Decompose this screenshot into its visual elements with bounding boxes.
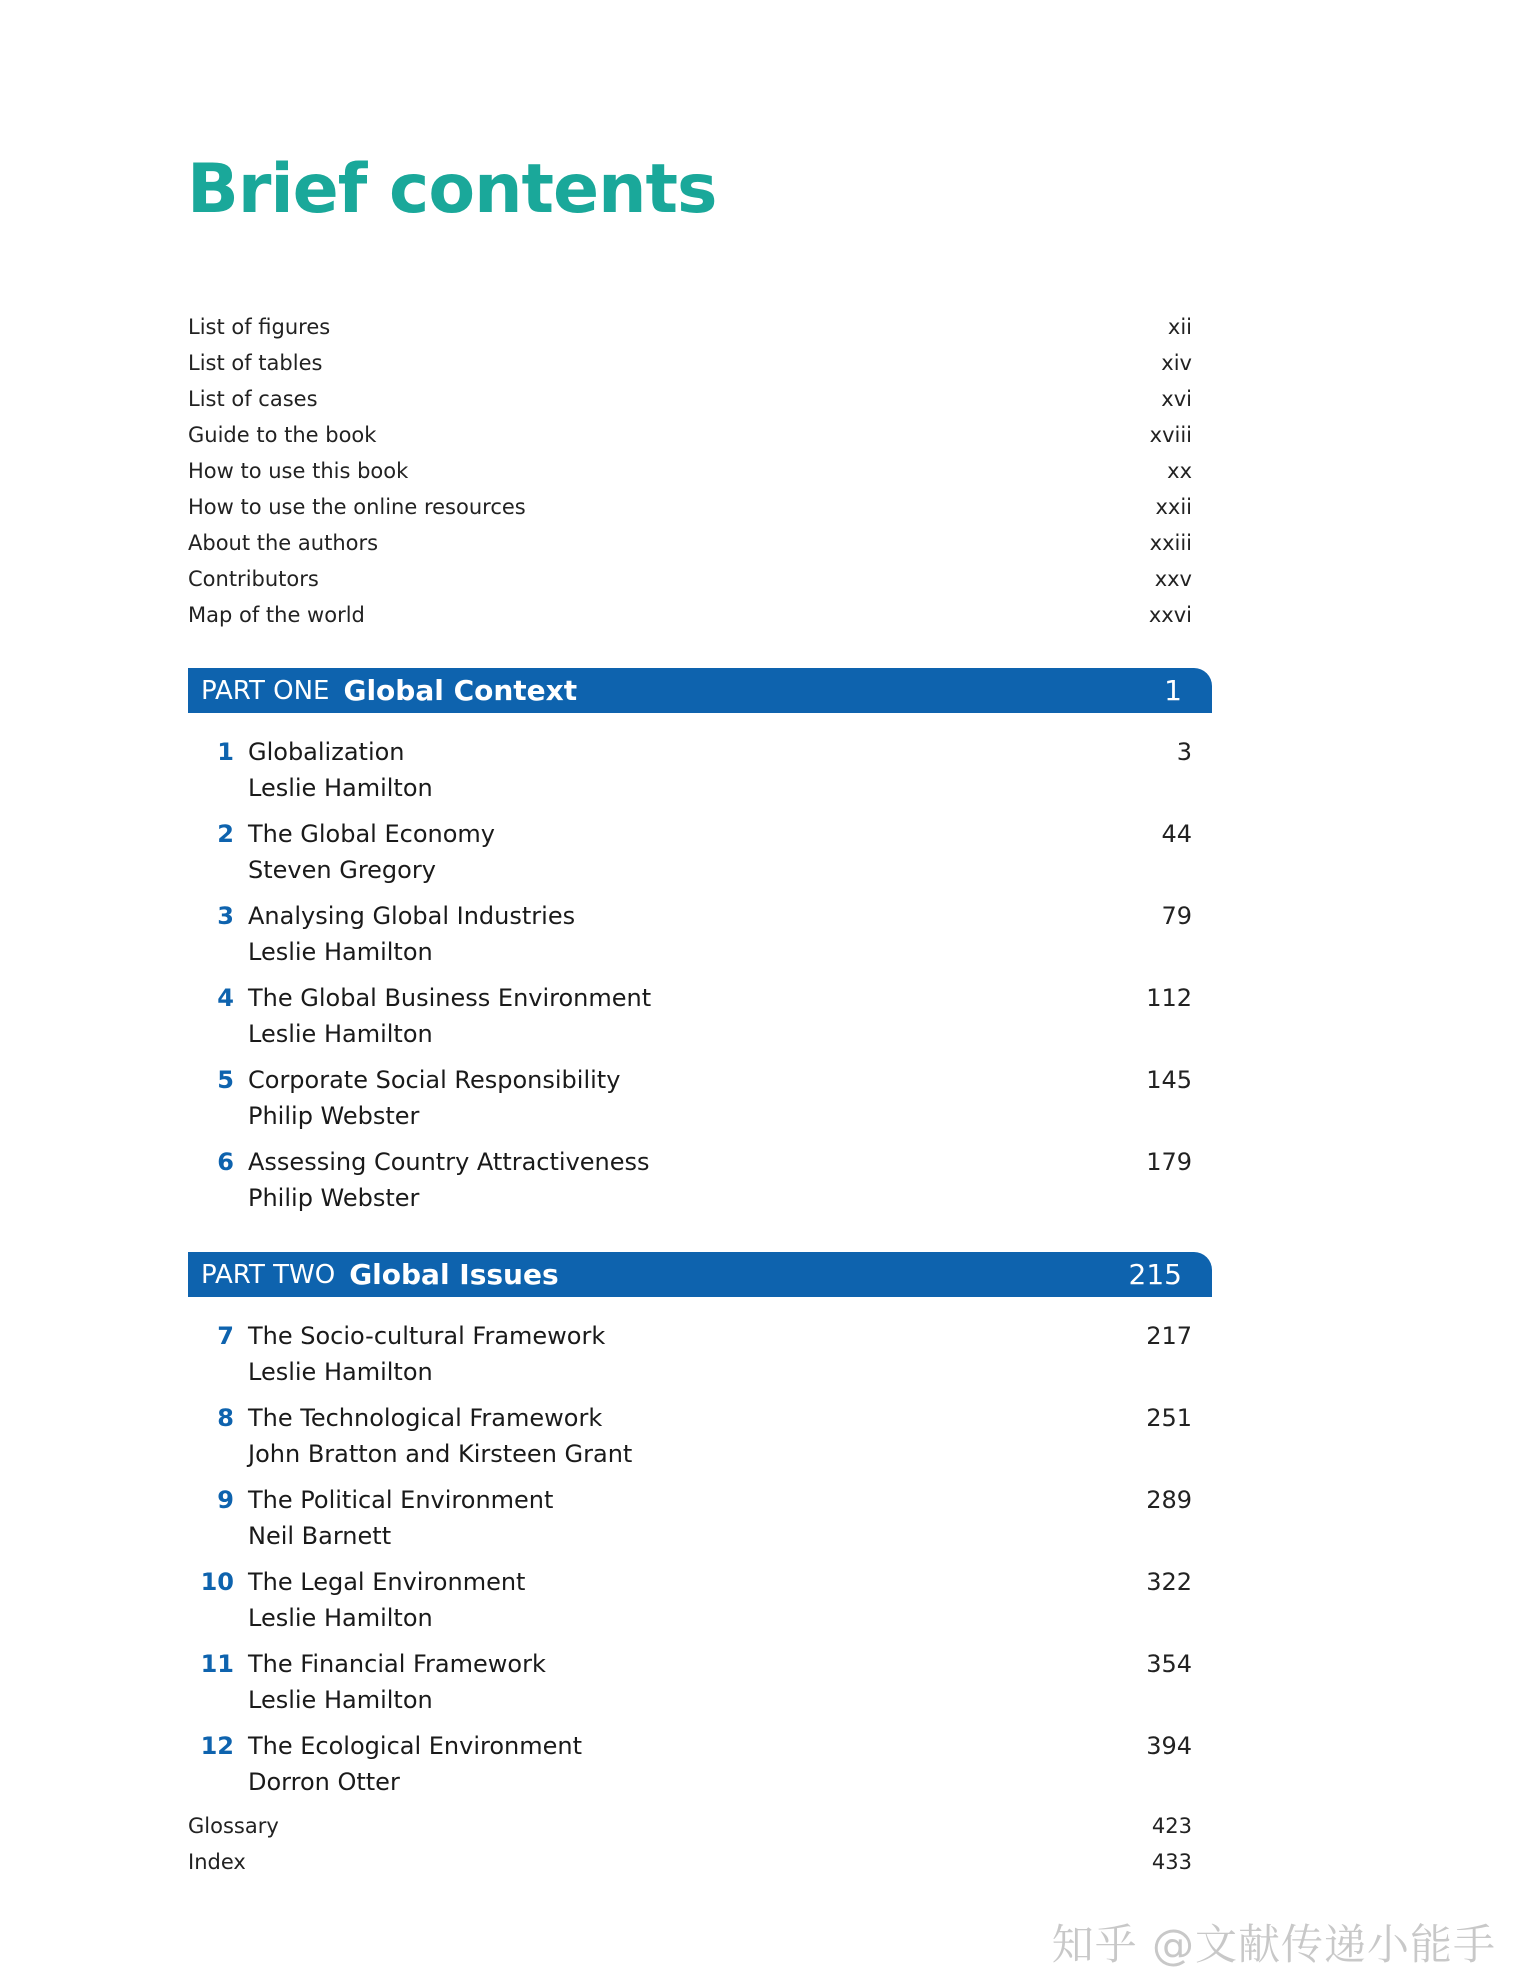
chapter-entry[interactable] bbox=[188, 898, 1192, 980]
list-item[interactable] bbox=[188, 525, 1192, 561]
chapter-author: Leslie Hamilton bbox=[248, 1686, 433, 1714]
chapter-author: Leslie Hamilton bbox=[248, 774, 433, 802]
list-item[interactable] bbox=[188, 381, 1192, 417]
entry-label: List of figures bbox=[188, 315, 331, 339]
chapter-author: Philip Webster bbox=[248, 1184, 420, 1212]
list-item[interactable] bbox=[188, 561, 1192, 597]
chapter-page: 354 bbox=[1146, 1650, 1192, 1678]
chapter-number: 7 bbox=[217, 1322, 234, 1350]
front-matter-list bbox=[188, 309, 1192, 633]
entry-label: List of tables bbox=[188, 351, 323, 375]
part-page: 1 bbox=[1164, 674, 1182, 707]
chapter-author: Steven Gregory bbox=[248, 856, 436, 884]
chapter-author: Leslie Hamilton bbox=[248, 1358, 433, 1386]
chapter-entry[interactable] bbox=[188, 980, 1192, 1062]
part-title: Global Context bbox=[343, 674, 578, 707]
chapter-title: The Global Economy bbox=[248, 820, 495, 848]
chapter-page: 322 bbox=[1146, 1568, 1192, 1596]
entry-label: Map of the world bbox=[188, 603, 365, 627]
list-item[interactable] bbox=[188, 417, 1192, 453]
chapter-number: 3 bbox=[217, 902, 234, 930]
chapter-number: 8 bbox=[217, 1404, 234, 1432]
back-matter-list bbox=[188, 1808, 1192, 1880]
watermark-text: 知乎 @文献传递小能手 bbox=[1051, 1920, 1496, 1969]
chapter-page: 394 bbox=[1146, 1732, 1192, 1760]
chapter-number: 11 bbox=[200, 1650, 234, 1678]
entry-page: 433 bbox=[1151, 1850, 1192, 1874]
chapter-author: Leslie Hamilton bbox=[248, 1604, 433, 1632]
part-one-chapters bbox=[188, 734, 1192, 1226]
chapter-entry[interactable] bbox=[188, 816, 1192, 898]
list-item[interactable] bbox=[188, 489, 1192, 525]
list-item[interactable] bbox=[188, 345, 1192, 381]
entry-page: xxii bbox=[1155, 495, 1192, 519]
chapter-entry[interactable] bbox=[188, 1062, 1192, 1144]
chapter-title: Analysing Global Industries bbox=[248, 902, 576, 930]
entry-page: 423 bbox=[1151, 1814, 1192, 1838]
chapter-title: The Global Business Environment bbox=[248, 984, 652, 1012]
chapter-page: 251 bbox=[1146, 1404, 1192, 1432]
chapter-number: 9 bbox=[217, 1486, 234, 1514]
chapter-page: 112 bbox=[1146, 984, 1192, 1012]
chapter-entry[interactable] bbox=[188, 1728, 1192, 1810]
chapter-author: Neil Barnett bbox=[248, 1522, 392, 1550]
chapter-number: 12 bbox=[200, 1732, 234, 1760]
page-title: Brief contents bbox=[187, 150, 717, 229]
entry-page: xxv bbox=[1154, 567, 1192, 591]
entry-label: How to use this book bbox=[188, 459, 409, 483]
chapter-entry[interactable] bbox=[188, 1482, 1192, 1564]
part-one-header[interactable] bbox=[188, 668, 1212, 713]
entry-page: xxvi bbox=[1148, 603, 1192, 627]
list-item[interactable] bbox=[188, 1844, 1192, 1880]
chapter-page: 44 bbox=[1161, 820, 1192, 848]
chapter-entry[interactable] bbox=[188, 734, 1192, 816]
chapter-number: 1 bbox=[217, 738, 234, 766]
entry-label: Index bbox=[188, 1850, 246, 1874]
chapter-number: 10 bbox=[200, 1568, 234, 1596]
entry-label: Glossary bbox=[188, 1814, 279, 1838]
chapter-title: The Political Environment bbox=[248, 1486, 554, 1514]
entry-page: xvi bbox=[1161, 387, 1192, 411]
chapter-author: Leslie Hamilton bbox=[248, 938, 433, 966]
part-label: PART ONE bbox=[201, 675, 330, 706]
chapter-title: Globalization bbox=[248, 738, 405, 766]
entry-label: How to use the online resources bbox=[188, 495, 526, 519]
chapter-entry[interactable] bbox=[188, 1400, 1192, 1482]
chapter-number: 6 bbox=[217, 1148, 234, 1176]
part-page: 215 bbox=[1128, 1258, 1182, 1291]
chapter-title: The Legal Environment bbox=[248, 1568, 526, 1596]
chapter-title: The Financial Framework bbox=[248, 1650, 546, 1678]
list-item[interactable] bbox=[188, 1808, 1192, 1844]
entry-page: xiv bbox=[1161, 351, 1192, 375]
entry-page: xx bbox=[1167, 459, 1192, 483]
part-two-header[interactable] bbox=[188, 1252, 1212, 1297]
chapter-number: 2 bbox=[217, 820, 234, 848]
entry-label: List of cases bbox=[188, 387, 318, 411]
entry-label: Guide to the book bbox=[188, 423, 377, 447]
chapter-page: 145 bbox=[1146, 1066, 1192, 1094]
entry-page: xxiii bbox=[1149, 531, 1192, 555]
chapter-entry[interactable] bbox=[188, 1646, 1192, 1728]
chapter-entry[interactable] bbox=[188, 1144, 1192, 1226]
chapter-author: Leslie Hamilton bbox=[248, 1020, 433, 1048]
chapter-title: The Technological Framework bbox=[248, 1404, 603, 1432]
chapter-author: Dorron Otter bbox=[248, 1768, 400, 1796]
entry-label: Contributors bbox=[188, 567, 319, 591]
entry-page: xviii bbox=[1149, 423, 1192, 447]
entry-page: xii bbox=[1167, 315, 1192, 339]
chapter-title: Corporate Social Responsibility bbox=[248, 1066, 621, 1094]
part-label: PART TWO bbox=[201, 1259, 336, 1290]
chapter-number: 4 bbox=[217, 984, 234, 1012]
chapter-title: Assessing Country Attractiveness bbox=[248, 1148, 650, 1176]
chapter-entry[interactable] bbox=[188, 1318, 1192, 1400]
entry-label: About the authors bbox=[188, 531, 379, 555]
list-item[interactable] bbox=[188, 597, 1192, 633]
list-item[interactable] bbox=[188, 309, 1192, 345]
chapter-author: Philip Webster bbox=[248, 1102, 420, 1130]
part-title: Global Issues bbox=[349, 1258, 559, 1291]
chapter-page: 3 bbox=[1176, 738, 1192, 766]
chapter-number: 5 bbox=[217, 1066, 234, 1094]
chapter-page: 217 bbox=[1146, 1322, 1192, 1350]
chapter-author: John Bratton and Kirsteen Grant bbox=[248, 1440, 633, 1468]
chapter-title: The Ecological Environment bbox=[248, 1732, 583, 1760]
chapter-entry[interactable] bbox=[188, 1564, 1192, 1646]
list-item[interactable] bbox=[188, 453, 1192, 489]
chapter-page: 79 bbox=[1161, 902, 1192, 930]
chapter-page: 179 bbox=[1146, 1148, 1192, 1176]
chapter-page: 289 bbox=[1146, 1486, 1192, 1514]
part-two-chapters bbox=[188, 1318, 1192, 1810]
chapter-title: The Socio-cultural Framework bbox=[248, 1322, 606, 1350]
